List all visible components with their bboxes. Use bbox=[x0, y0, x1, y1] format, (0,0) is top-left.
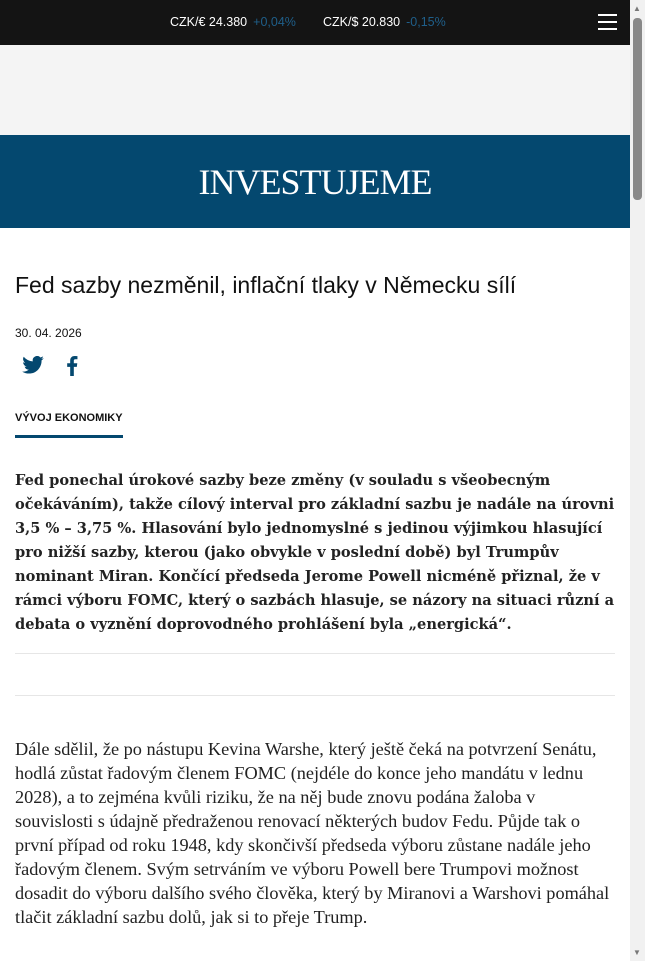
scrollbar[interactable] bbox=[630, 0, 645, 961]
article-title: Fed sazby nezměnil, inflační tlaky v Německu sílí bbox=[15, 272, 517, 298]
fx-usd-change: -0,15% bbox=[406, 15, 446, 29]
article-body: Dále sdělil, že po nástupu Kevina Warshe, který ještě čeká na potvrzení Senátu, hodlá zůstat řadovým členem FOMC (nejdéle do konce jeho mandátu v lednu 2028), a to zejména kvůli riziku, že na něj bude znovu podána žaloba v souvislosti s údajně předraženou renovací některých budov Fedu. Půjde tak o první případ od roku 1948, kdy skončivší předseda výboru zůstane nadále jeho řadovým členem. Svým setrváním ve výboru Powell bere Trumpovi možnost dosadit do výboru dalšího svého člověka, který by Miranovi a Warshovi pomáhal tlačit základní sazbu dolů, jak si to přeje Trump. bbox=[15, 739, 610, 927]
site-logo[interactable]: INVESTUJEME bbox=[0, 135, 630, 228]
fx-usd bbox=[323, 15, 446, 29]
facebook-icon[interactable] bbox=[66, 356, 78, 376]
hamburger-menu-icon[interactable] bbox=[598, 14, 617, 30]
category-tag[interactable]: VÝVOJ EKONOMIKY bbox=[15, 412, 123, 438]
scrollbar-thumb[interactable] bbox=[633, 18, 642, 200]
divider bbox=[15, 654, 615, 696]
article-date: 30. 04. 2026 bbox=[15, 326, 82, 340]
scroll-up-icon[interactable]: ▲ bbox=[633, 4, 641, 13]
share-buttons bbox=[22, 356, 615, 376]
ad-space bbox=[0, 45, 630, 135]
fx-eur-change: +0,04% bbox=[253, 15, 296, 29]
top-bar bbox=[0, 0, 630, 45]
fx-usd-rate: CZK/$ 20.830 bbox=[323, 15, 401, 29]
fx-eur bbox=[170, 15, 296, 29]
fx-eur-rate: CZK/€ 24.380 bbox=[170, 15, 248, 29]
twitter-icon[interactable] bbox=[22, 356, 44, 374]
scroll-down-icon[interactable]: ▼ bbox=[633, 948, 641, 957]
article-lead: Fed ponechal úrokové sazby beze změny (v souladu s všeobecným očekáváním), takže cílový interval pro základní sazbu je nadále na úrovni 3,5 % – 3,75 %. Hlasování bylo jednomyslné s jedinou výjimkou hlasující pro nižší sazby, kterou (jako obvykle v poslední době) byl Trumpův nominant Miran. Končící předseda Jerome Powell nicméně přiznal, že v rámci výboru FOMC, který o sazbách hlasuje, se názory na situaci různí a debata o vyznění doprovodného prohlášení byla „energická“. bbox=[15, 469, 615, 654]
